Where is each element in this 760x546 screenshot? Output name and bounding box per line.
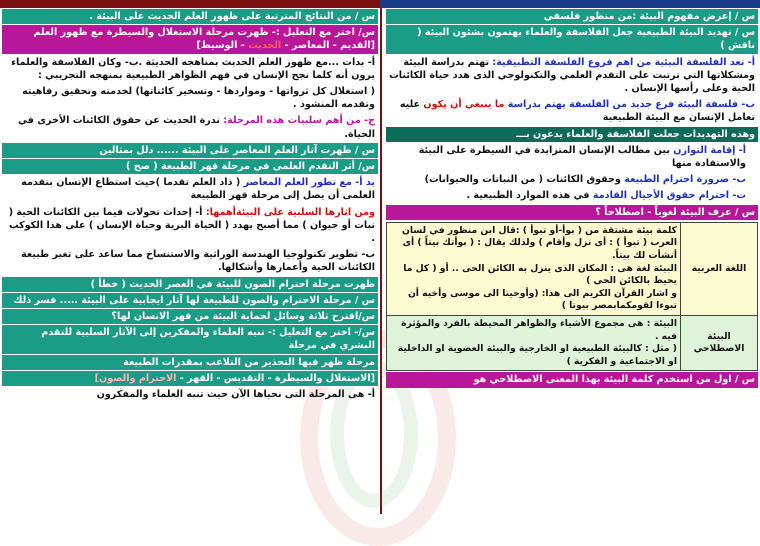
option-sanctity-subjugation: - التقديس - القهر - — [179, 372, 272, 384]
definition-table — [386, 222, 758, 372]
definition-linguistic — [387, 222, 681, 315]
definition-line: البيئة لغة هى : المكان الذى ينزل به الكائن الحى .. أو ( كل ما يحيط بالكائن الحي ) — [403, 262, 677, 287]
answer-b — [386, 97, 758, 125]
threat-heading: وهذه التهديدات جعلت الفلاسفة والعلماء يدعون بـــ — [386, 127, 758, 142]
question-threat: س / تهديد البيئة الطبيعية جعل الفلاسفة والعلماء يهتمون بشئون البيئة ( ناقش ) — [386, 25, 758, 53]
list-item-balance — [386, 143, 758, 171]
question-concept: س / إعرض مفهوم البيئة :من منظور فلسفي — [386, 9, 758, 24]
definition-line: و اشار القرآن الكريم الى هذا: (وأوحينا الى موسى وأخيه أن تبوءا لقومكمابمصر بيوتا ) — [407, 287, 677, 312]
left-column — [2, 8, 378, 514]
paragraph-start: أ- بدات ...مع ظهور العلم الحديث بمناهجه الحديثة .ب- وكان الفلاسفة والعلماء يرون أنه كلما نجح الإنسان في فهم الظواهر الطبيعية بمنهجه التجريبي : — [11, 56, 375, 81]
definition-line: البيئة : هى مجموع الأشياء والظواهر المحيطة بالفرد والمؤثرة فيه . — [401, 318, 677, 342]
question-warning-stage: مرحلة ظهر فيها التحذير من التلاعب بمقدرات الطبيعة — [2, 355, 378, 370]
question-conservation-positive: س / مرحلة الاحترام والصون للطبيعة لها آثار ايجابية على البيئة ..... فسر ذلك — [2, 293, 378, 308]
term-linguistic: اللغة العربية — [681, 222, 758, 315]
table-row — [387, 316, 758, 371]
question-contemporary-effects: س / ظهرت آثار العلم المعاصر على البيئة ...... دلل بمثالين — [2, 143, 378, 158]
term-terminological: البيئة الاصطلاحي — [681, 316, 758, 371]
progress-label: بد أ- مع تطور العلم المعاصر — [243, 177, 375, 189]
progress-text: ( ذاد العلم تقدما )حيث استطاع الإنسان بتقدمه العلمى أن يصل إلى مرحلة قهر الطبيعة — [21, 177, 375, 202]
paragraph-genetics: ب- تطوير تكنولوجيا الهندسة الوراثية والاستنساخ مما ساعد على تغير طبيعة الكائنات الحية وأعمارها وأشكالها. — [21, 249, 375, 274]
list-item-generations-label: ت- احترام حقوق الأجيال القادمة — [592, 190, 746, 202]
definition-line: كلمة بيئة مشتقة من ( بوأ-أو تبوأ ) :قال ابن منظور في لسان العرب ( تبوأ ) : أى نزل وأقام ) ولذلك يقال : ( بوأتك بيتاً ) أى أنشأت لك بيتاً. — [401, 224, 677, 262]
list-item-generations — [386, 188, 758, 203]
answer-b-label: ب- فلسفة البيئة فرع جديد من الفلسفة يهتم بدراسة — [507, 99, 755, 111]
question-first-use: س / اول من استخدم كلمة البيئة بهذا المعنى الاصطلاحي هو — [386, 372, 758, 387]
option-contemporary: - المعاصر - — [284, 40, 337, 52]
paragraph-progress — [2, 175, 378, 203]
header-bar-left — [0, 0, 380, 8]
answer-a — [386, 55, 758, 97]
option-exploitation: [الاستغلال والسيطرة — [274, 372, 375, 384]
list-item-balance-label: أ- إقامة التوازن — [673, 144, 746, 156]
options-stages — [2, 371, 378, 386]
paragraph-exploit: ( استغلال كل ثرواتها - ومواردها - وتسخير كائناتها) لخدمته وتحقيق رفاهيته وتقدمه المنشود . — [22, 86, 375, 111]
answer-a-label: أ- تعد الفلسفة البيئية من اهم فروع الفلسفة التطبيقية: — [492, 56, 755, 68]
question-definition: س / عرف البيئة لغوياً - اصطلاحاً ؟ — [386, 205, 758, 220]
negatives-label: ج- من أهم سلبيات هذه المرحلة: — [223, 115, 375, 127]
paragraph-negatives — [2, 113, 378, 141]
effects-text: أ- إحداث تحولات فيما بين الكائنات الحية ( نبات أو حيوان ) مما أصبح يهدد ( الحياة البرية وحياة الإنسان ) على هذا الكوكب . — [8, 206, 375, 245]
list-item-generations-text: في هذه الموارد الطبيعية . — [466, 190, 590, 202]
answer-b-highlight: ما ينبغي أن يكون — [423, 99, 505, 111]
option-respect-conservation: الاحترام والصون] — [94, 372, 177, 384]
table-row — [387, 222, 758, 315]
list-item-balance-text: بين مطالب الإنسان المتزايدة في السيطرة على البيئة والاستفادة منها — [418, 144, 746, 170]
question-choose-stage: س/- اختر مع التعليل :- تنبه العلماء والمفكرين إلى الآثار السلبية للتقدم البشري في مرحلة — [2, 325, 378, 353]
question-choose-era-text: س/ اختر مع التعليل :- ظهرت مرحلة الاستغلال والسيطرة مع ظهور العلم — [33, 27, 375, 39]
option-ancient: [القديم — [340, 40, 375, 52]
answer-b-tail: عليه تعامل الإنسان مع البيئة الطبيعية — [399, 99, 755, 124]
answer-a-text: تهتم بدراسة البيئة ومشكلاتها التي ترتبت على التقدم العلمي والتكنولوجي الذى هدد حياة الكائنات الحية وعلى رأسها الإنسان . — [389, 56, 755, 95]
question-subjugation: س/ أثر التقدم العلمي في مرحلة قهر الطبيعة ( صح ) — [2, 159, 378, 174]
effects-label: ومن اثارها السلبية على البيئةأهمها: — [205, 206, 375, 218]
paragraph-effects — [2, 205, 378, 247]
list-item-respect-text: وحقوق الكائنات ( من النباتات والحيوانات) — [424, 174, 621, 186]
column-divider — [380, 8, 382, 514]
negatives-text: ندرة الحديث عن حقوق الكائنات الأخرى في الحياة. — [17, 115, 375, 140]
header-bar-right — [380, 0, 760, 8]
question-conservation-false: ظهرت مرحلة احترام الصون للبيئة في العصر الحديث ( خطأ ) — [2, 277, 378, 292]
question-choose-era — [2, 25, 378, 53]
right-column — [386, 8, 758, 514]
option-medieval: - الوسيط] — [196, 40, 245, 52]
question-results: س / من النتائج المترتبة على ظهور العلم الحديث على البيئة . — [2, 9, 378, 24]
definition-line: ( مثل : كالبيئة الطبيعية او الخارجية والبيئة العضوية او الداخلية او الاجتماعية و الفكرية ) — [397, 343, 677, 367]
question-protection-methods: س/اقترح ثلاثة وسائل لحماية البيئة من قهر الانسان لها؟ — [2, 309, 378, 324]
definition-terminological — [387, 316, 681, 371]
option-modern: الحديث — [248, 40, 282, 52]
list-item-respect-label: ب- ضرورة احترام الطبيعة — [624, 174, 746, 186]
paragraph-current-stage: أ- هى المرحلة التى نحياها الآن حيث تنبه العلماء والمفكرون — [96, 389, 375, 401]
list-item-respect — [386, 172, 758, 187]
